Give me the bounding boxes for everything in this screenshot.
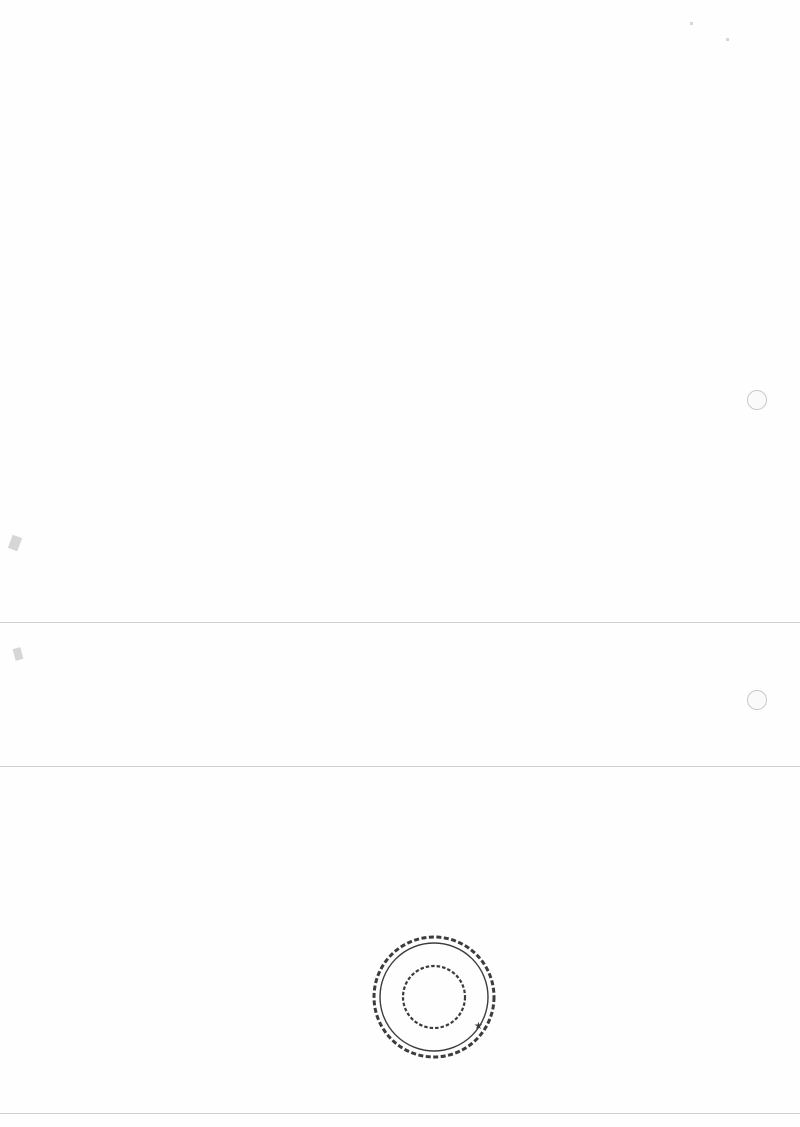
scan-speck (690, 22, 693, 25)
seal-graphic (370, 933, 498, 1061)
scan-line (0, 622, 800, 623)
seal-outer-ring (374, 937, 494, 1057)
seal-inner-ring (403, 966, 465, 1028)
section-gap (117, 111, 711, 131)
seal-middle-ring (380, 943, 488, 1051)
scan-speck (13, 647, 24, 661)
scan-speck (726, 38, 729, 41)
company-seal (370, 933, 498, 1061)
punch-hole-icon (747, 390, 767, 410)
section-gap (117, 131, 711, 151)
scan-line (0, 1113, 800, 1114)
scan-line (0, 766, 800, 767)
seal-star-icon: ★ (474, 1021, 483, 1032)
punch-hole-icon (747, 690, 767, 710)
scan-speck (8, 535, 22, 552)
document-body (117, 111, 711, 151)
